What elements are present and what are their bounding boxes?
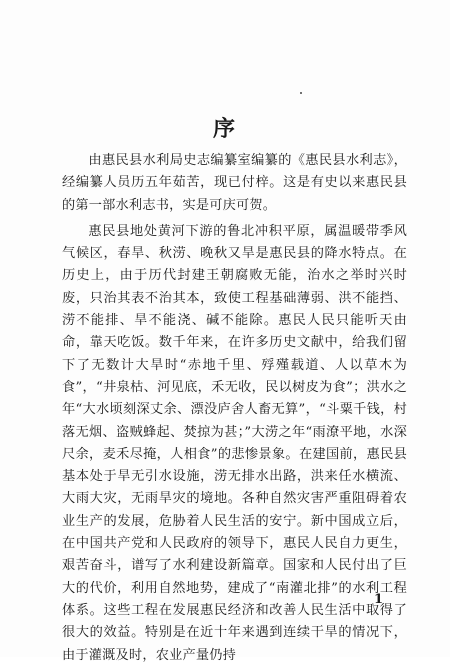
decorative-dot bbox=[300, 92, 302, 94]
preface-body bbox=[62, 150, 407, 667]
paragraph-intro: 由惠民县水利局史志编纂室编纂的《惠民县水利志》，经编纂人员历五年茹苦，现已付梓。这是有史以来惠民县的第一部水利志书，实是可庆可贺。 bbox=[62, 153, 407, 213]
page-number: 1 bbox=[374, 592, 384, 607]
page-title: 序 bbox=[212, 116, 237, 142]
paragraph-history: 惠民县地处黄河下游的鲁北冲积平原，属温暖带季风气候区，春旱、秋涝、晚秋又旱是惠民县的降水特点。在历史上，由于历代封建王朝腐败无能，治水之举时兴时废，只治其表不治其本，致使工程基础薄弱、洪不能挡、涝不能排、旱不能浇、碱不能除。惠民人民只能听天由命，靠天吃饭。数千年来，在许多历史文献中，给我们留下了无数计大旱时“赤地千里、殍殣载道、人以草木为食”，“井泉枯、河见底，禾无收，民以树皮为食”；洪水之年“大水顷刻深丈余、漂没庐舍人畜无算”，“斗粟千钱，村落无烟、盗贼蜂起、焚掠为甚；”大涝之年“雨潦平地，水深尺余，麦禾尽掩，人相食”的悲惨景象。在建国前，惠民县基本处于旱无引水设施，涝无排水出路，洪来任水横流、大雨大灾，无雨旱灾的境地。各种自然灾害严重阻碍着农业生产的发展，危胁着人民生活的安宁。新中国成立后，在中国共产党和人民政府的领导下，惠民人民自力更生，艰苦奋斗，谱写了水利建设新篇章。国家和人民付出了巨大的代价，利用自然地势，建成了“南灌北排”的水利工程体系。这些工程在发展惠民经济和改善人民生活中取得了很大的效益。特别是在近十年来遇到连续干旱的情况下，由于灌溉及时，农业产量仍持 bbox=[62, 223, 407, 663]
